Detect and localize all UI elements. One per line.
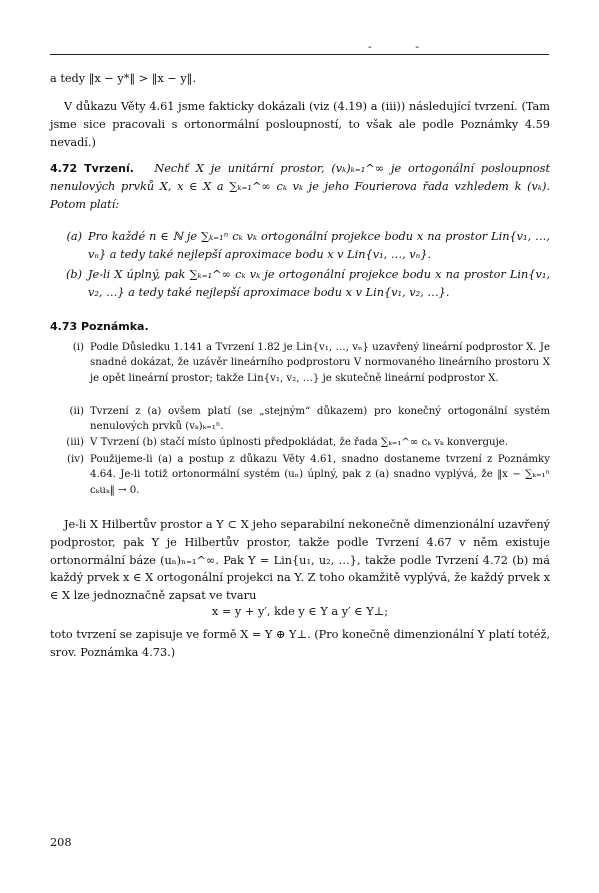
remark-heading: 4.73 Poznámka. (50, 320, 149, 333)
theorem-item-text: Pro každé n ∈ ℕ je ∑ₖ₌₁ⁿ cₖ vₖ ortogonální projekce bodu x na prostor Lin{v₁, …, vₙ} a tedy také nejlepší aproximace bodu x v Lin{v₁, …, vₙ}. (88, 230, 550, 261)
paragraph-proof-note: V důkazu Věty 4.61 jsme fakticky dokázali (viz (4.19) a (iii)) následující tvrzení. (Tam jsme sice pracovali s ortonormální posloupností, to však ale podle Poznámky 4.59 nevadí.) (50, 100, 550, 149)
remark-item-label: (i) (72, 342, 84, 353)
remark-item-text: Tvrzení z (a) ovšem platí (se „stejným“ důkazem) pro konečný ortogonální systém nenulových prvků (vₖ)ₖ₌₁ⁿ. (90, 406, 550, 433)
theorem-item-text: Je-li X úplný, pak ∑ₖ₌₁^∞ cₖ vₖ je ortogonální projekce bodu x na prostor Lin{v₁, v₂, …} a tedy také nejlepší aproximace bodu x v Lin{v₁, v₂, …}. (88, 268, 550, 299)
page-number: 208 (50, 836, 72, 849)
header-rule (50, 54, 549, 55)
remark-item-text: Podle Důsledku 1.141 a Tvrzení 1.82 je Lin{v₁, …, vₙ} uzavřený lineární podprostor X. Je snadné dokázat, že uzávěr lineárního podprostoru V normovaného lineárního prostoru X je opět lineární prostor; takže Lin{v₁, v₂, …} je skutečně lineární podprostor X. (90, 342, 550, 384)
theorem-item-label: (b) (65, 268, 82, 281)
paragraph-inequality: a tedy ‖x − y*‖ > ‖x − y‖. (50, 72, 197, 85)
remark-item-label: (ii) (69, 406, 84, 417)
theorem-4-72 (50, 160, 550, 213)
remark-item-text: V Tvrzení (b) stačí místo úplnosti předpokládat, že řada ∑ₖ₌₁^∞ cₖ vₖ konverguje. (90, 437, 509, 448)
remark-item-label: (iv) (67, 454, 84, 465)
remark-item-text: Použijeme-li (a) a postup z důkazu Věty 4.61, snadno dostaneme tvrzení z Poznámky 4.64. Je-li totiž ortonormální systém (uₙ) úplný, pak z (a) snadno vyplývá, že ‖x − ∑ₖ₌₁ⁿ cₖuₖ‖ → 0. (90, 454, 550, 496)
running-header-marks: - - (368, 40, 439, 53)
decomposition-formula: x = y + y′, kde y ∈ Y a y′ ∈ Y⊥; (211, 605, 389, 618)
paragraph-direct-sum: toto tvrzení se zapisuje ve formě X = Y ⊕ Y⊥. (Pro konečně dimenzionální Y platí totéž, srov. Poznámka 4.73.) (50, 628, 551, 659)
paragraph-hilbert-space: Je-li X Hilbertův prostor a Y ⊂ X jeho separabilní nekonečně dimenzionální uzavřený podprostor, pak Y je Hilbertův prostor, takže podle Tvrzení 4.67 v něm existuje ortonormální báze (uₙ)ₙ₌₁^∞. Pak Y = Lin{u₁, u₂, …}, takže podle Tvrzení 4.72 (b) má každý prvek x ∈ X ortogonální projekci na Y. Z toho okamžitě vyplývá, že každý prvek x ∈ X lze jednoznačně zapsat ve tvaru (50, 518, 550, 603)
theorem-heading: 4.72 Tvrzení. (50, 162, 134, 175)
theorem-item-label: (a) (66, 230, 82, 243)
remark-item-label: (iii) (66, 437, 84, 448)
theorem-intro: Nechť X je unitární prostor, (vₖ)ₖ₌₁^∞ je ortogonální posloupnost nenulových prvků X, x ∈ X a ∑ₖ₌₁^∞ cₖ vₖ je jeho Fourierova řada vzhledem k (vₖ). Potom platí: (50, 162, 550, 211)
remark-4-73-heading (50, 318, 550, 336)
